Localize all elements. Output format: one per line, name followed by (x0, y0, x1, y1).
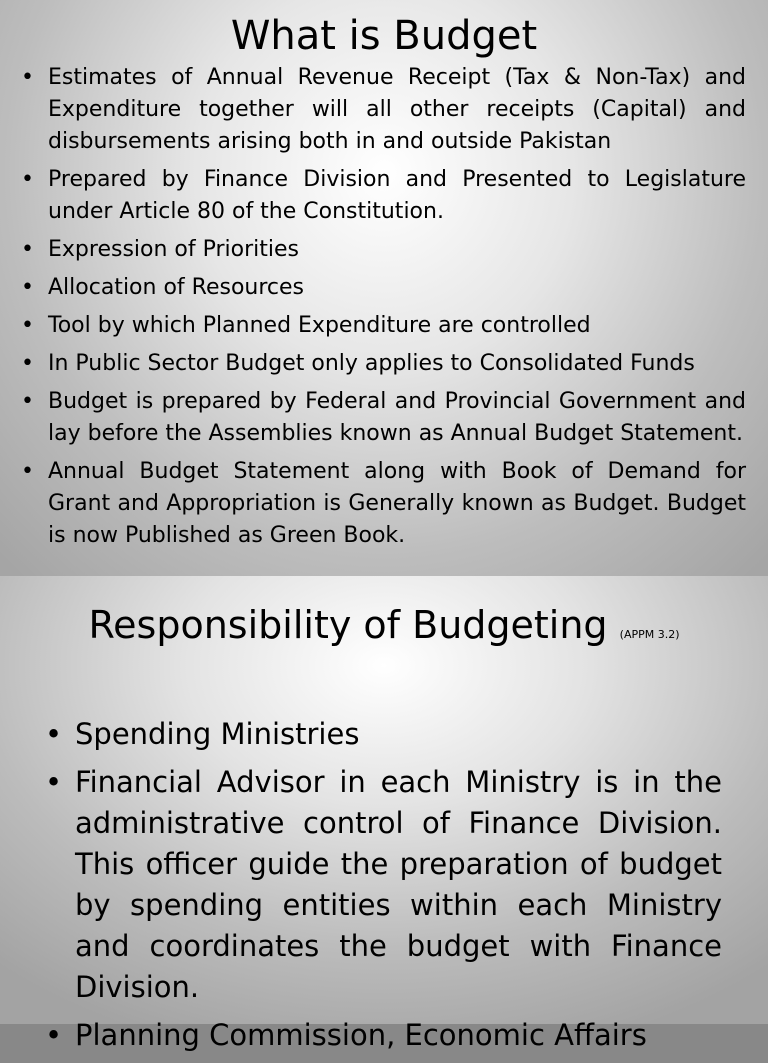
bullet-icon: • (45, 765, 63, 799)
title-reference: (APPM 3.2) (619, 628, 680, 641)
bullet-icon: • (45, 1018, 63, 1052)
list-item (18, 62, 746, 158)
bullet-icon: • (21, 167, 34, 192)
list-item (44, 1015, 722, 1056)
bullet-icon: • (21, 275, 34, 300)
list-item-text: Expression of Priorities (48, 237, 300, 262)
list-item-text: Planning Commission, Economic Affairs (75, 1018, 647, 1052)
bullet-icon: • (21, 65, 34, 90)
list-item-text: Estimates of Annual Revenue Receipt (Tax & Non-Tax) and Expenditure together will all other receipts (Capital) and disbursements arising both in and outside Pakistan (48, 65, 746, 154)
list-item-text: Tool by which Planned Expenditure are controlled (48, 313, 591, 338)
bullet-icon: • (21, 459, 34, 484)
bullet-icon: • (45, 717, 63, 751)
list-item (44, 714, 722, 755)
bullet-list (44, 714, 722, 1063)
list-item-text: Budget is prepared by Federal and Provincial Government and lay before the Assemblies known as Annual Budget Statement. (48, 389, 746, 446)
list-item-text: Annual Budget Statement along with Book of Demand for Grant and Appropriation is Generally known as Budget. Budget is now Published as Green Book. (48, 459, 746, 548)
list-item-text: Financial Advisor in each Ministry is in the administrative control of Finance Division. This officer guide the preparation of budget by spending entities within each Ministry and coordinates the budget with Finance Division. (75, 765, 722, 1004)
list-item (18, 272, 746, 304)
list-item (18, 348, 746, 380)
list-item-text: Spending Ministries (75, 717, 360, 751)
list-item-text: In Public Sector Budget only applies to Consolidated Funds (48, 351, 695, 376)
slide-responsibility-of-budgeting (0, 576, 768, 1052)
slide-title-text: Responsibility of Budgeting (88, 603, 608, 647)
bullet-icon: • (21, 389, 34, 414)
bullet-icon: • (21, 351, 34, 376)
list-item (18, 456, 746, 552)
list-item (18, 164, 746, 228)
list-item-text: Prepared by Finance Division and Presented to Legislature under Article 80 of the Constitution. (48, 167, 746, 224)
slide-title: What is Budget (230, 13, 538, 59)
list-item (18, 310, 746, 342)
slide-title (0, 602, 768, 658)
list-item (18, 386, 746, 450)
list-item (44, 762, 722, 1008)
list-item (18, 234, 746, 266)
bullet-list (18, 62, 746, 558)
bullet-icon: • (21, 313, 34, 338)
bullet-icon: • (21, 237, 34, 262)
list-item-text: Allocation of Resources (48, 275, 304, 300)
